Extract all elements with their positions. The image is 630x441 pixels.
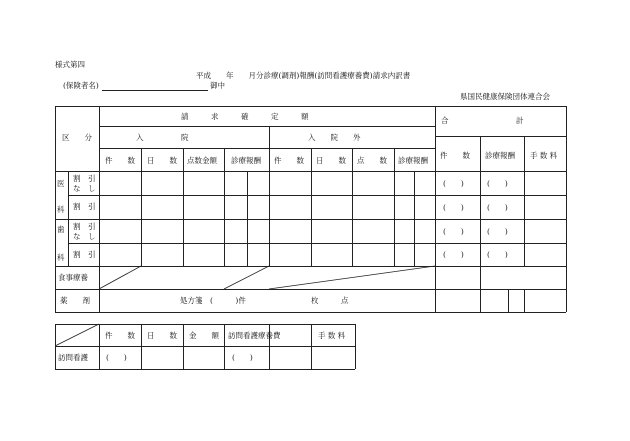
medical-discount: 割 引: [73, 202, 96, 211]
inpatient-label: 入 院: [136, 133, 189, 142]
col-remuneration-total: 診療報酬: [485, 151, 515, 160]
col-remuneration-out: 診療報酬: [398, 156, 428, 165]
paren-count-r4: ( ): [443, 250, 464, 259]
federation-name: 県国民健康保険団体連合会: [460, 92, 550, 101]
insurer-label: (保険者名): [63, 81, 99, 90]
drug-label: 薬 剤: [60, 296, 90, 305]
col-days-out: 日 数: [316, 156, 346, 165]
visit-paren-fee: ( ): [232, 353, 253, 362]
col-points-out: 点 数: [357, 156, 387, 165]
medical-label-top: 医: [57, 179, 65, 188]
paren-rem-r2: ( ): [487, 203, 508, 212]
paren-rem-r4: ( ): [487, 250, 508, 259]
dental-label-bottom: 科: [57, 253, 65, 262]
col-points-amount-in: 点数金額: [187, 156, 217, 165]
dental-label-top: 歯: [57, 225, 65, 234]
col-days-in: 日 数: [147, 156, 177, 165]
col-count-total: 件 数: [440, 151, 470, 160]
col-fee-total: 手 数 料: [530, 151, 558, 160]
dental-discount-without: な し: [73, 232, 96, 241]
total-header: 合 計: [441, 116, 524, 125]
medical-discount-with: 割 引: [73, 174, 96, 183]
medical-discount-without: な し: [73, 184, 96, 193]
prescription-text: 処方箋 ( )件: [180, 296, 246, 305]
form-title: 平成 年 月分診療(調剤)報酬(訪問看護療養費)請求内訳書: [196, 71, 411, 80]
paren-rem-r1: ( ): [487, 179, 508, 188]
sheets-text: 枚 点: [311, 296, 349, 305]
meal-label: 食事療養: [58, 273, 88, 282]
col-count-in: 件 数: [105, 156, 135, 165]
dental-discount: 割 引: [73, 250, 96, 259]
visit-col-amount: 金 額: [189, 331, 219, 340]
visit-row-label: 訪問看護: [58, 353, 88, 362]
visit-col-days: 日 数: [147, 331, 177, 340]
visit-col-visit-fee: 訪問看護療養費: [228, 331, 281, 340]
paren-count-r2: ( ): [443, 203, 464, 212]
paren-rem-r3: ( ): [487, 227, 508, 236]
visit-paren-count: ( ): [106, 353, 127, 362]
visit-col-count: 件 数: [105, 331, 135, 340]
insurer-suffix: 御中: [210, 81, 225, 90]
visit-col-fee: 手 数 料: [318, 331, 346, 340]
division-label: 区 分: [62, 133, 92, 142]
paren-count-r3: ( ): [443, 227, 464, 236]
form-number: 様式第四: [55, 60, 85, 69]
dental-discount-with: 割 引: [73, 222, 96, 231]
claim-header: 請 求 確 定 額: [181, 112, 309, 121]
col-remuneration-in: 診療報酬: [231, 156, 261, 165]
medical-label-bottom: 科: [57, 205, 65, 214]
col-count-out: 件 数: [274, 156, 304, 165]
outpatient-label: 入 院 外: [308, 133, 361, 142]
paren-count-r1: ( ): [443, 179, 464, 188]
